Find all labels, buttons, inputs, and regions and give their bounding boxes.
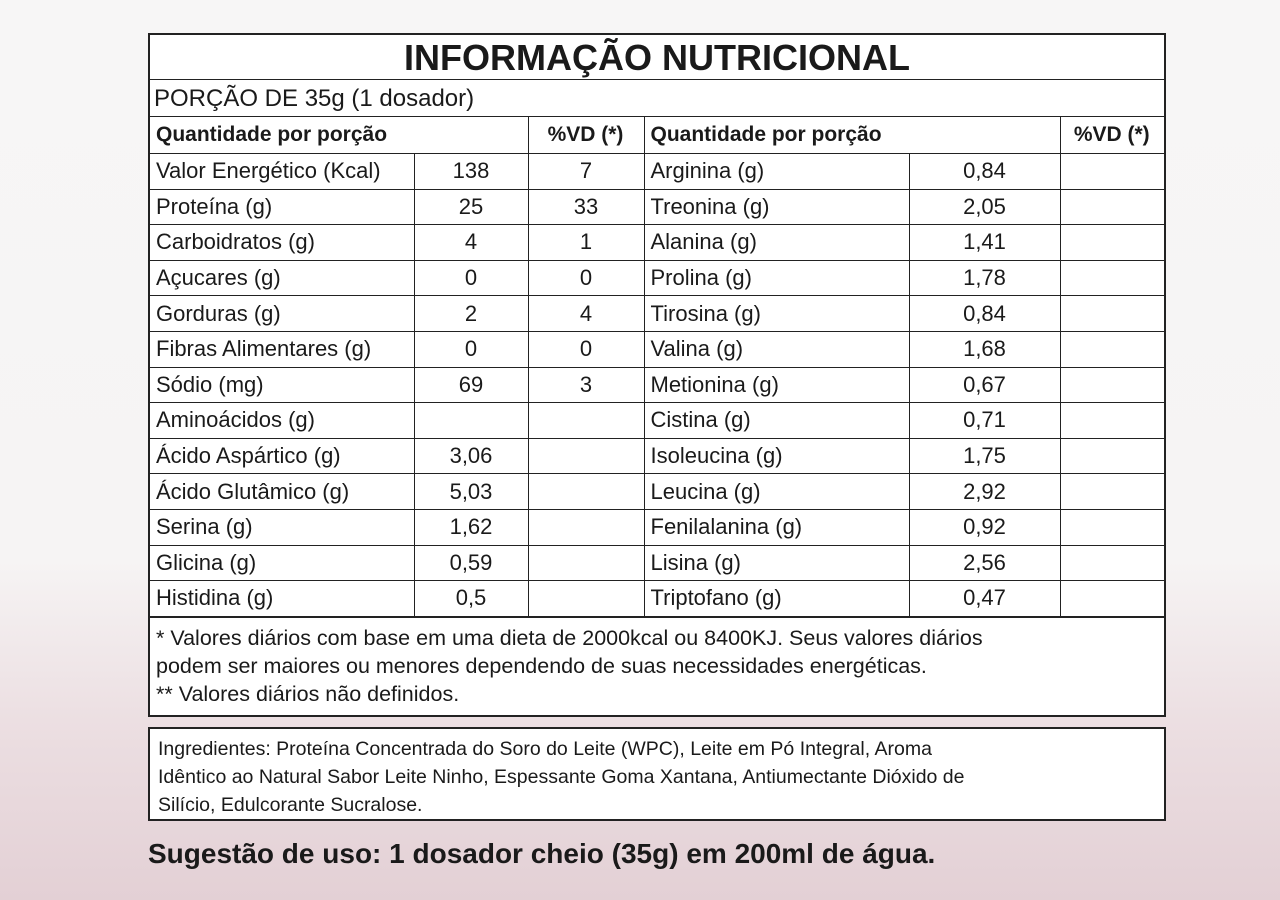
left-nutrient-name: Serina (g) (150, 509, 414, 545)
left-nutrient-value: 0,5 (414, 581, 528, 617)
left-nutrient-name: Ácido Glutâmico (g) (150, 474, 414, 510)
left-nutrient-name: Aminoácidos (g) (150, 403, 414, 439)
left-nutrient-name: Açucares (g) (150, 260, 414, 296)
usage-suggestion: Sugestão de uso: 1 dosador cheio (35g) em 200ml de água. (148, 838, 936, 869)
left-nutrient-vd: 0 (528, 331, 644, 367)
right-nutrient-name: Valina (g) (644, 331, 909, 367)
left-nutrient-value: 2 (414, 296, 528, 332)
right-nutrient-value: 2,92 (909, 474, 1060, 510)
right-nutrient-name: Metionina (g) (644, 367, 909, 403)
right-nutrient-vd (1060, 545, 1164, 581)
footnote-line: * Valores diários com base em uma dieta de 2000kcal ou 8400KJ. Seus valores diários (156, 625, 983, 650)
left-nutrient-value: 25 (414, 189, 528, 225)
right-nutrient-value: 2,05 (909, 189, 1060, 225)
header-left-vd: %VD (*) (528, 117, 644, 154)
left-nutrient-value: 3,06 (414, 438, 528, 474)
left-nutrient-name: Histidina (g) (150, 581, 414, 617)
right-nutrient-vd (1060, 403, 1164, 439)
left-nutrient-vd: 4 (528, 296, 644, 332)
table-row (150, 474, 1164, 510)
daily-values-footnote (150, 617, 1164, 715)
ingredients-box (148, 727, 1166, 821)
right-nutrient-value: 0,47 (909, 581, 1060, 617)
table-row (150, 403, 1164, 439)
left-nutrient-vd: 7 (528, 154, 644, 190)
right-nutrient-value: 0,71 (909, 403, 1060, 439)
right-nutrient-value: 1,68 (909, 331, 1060, 367)
left-nutrient-value: 0 (414, 331, 528, 367)
left-nutrient-name: Glicina (g) (150, 545, 414, 581)
right-nutrient-vd (1060, 331, 1164, 367)
left-nutrient-name: Valor Energético (Kcal) (150, 154, 414, 190)
right-nutrient-vd (1060, 509, 1164, 545)
left-nutrient-value: 4 (414, 225, 528, 261)
portion-size: PORÇÃO DE 35g (1 dosador) (150, 80, 1164, 117)
left-nutrient-vd (528, 403, 644, 439)
right-nutrient-name: Isoleucina (g) (644, 438, 909, 474)
right-nutrient-name: Treonina (g) (644, 189, 909, 225)
left-nutrient-value: 0 (414, 260, 528, 296)
left-nutrient-name: Ácido Aspártico (g) (150, 438, 414, 474)
right-nutrient-vd (1060, 367, 1164, 403)
right-nutrient-name: Prolina (g) (644, 260, 909, 296)
right-nutrient-value: 1,75 (909, 438, 1060, 474)
left-nutrient-vd: 1 (528, 225, 644, 261)
right-nutrient-name: Alanina (g) (644, 225, 909, 261)
right-nutrient-name: Cistina (g) (644, 403, 909, 439)
header-left-quantity: Quantidade por porção (150, 117, 528, 154)
left-nutrient-vd (528, 474, 644, 510)
table-row (150, 154, 1164, 190)
left-nutrient-value: 1,62 (414, 509, 528, 545)
left-nutrient-name: Fibras Alimentares (g) (150, 331, 414, 367)
left-nutrient-vd (528, 438, 644, 474)
right-nutrient-name: Arginina (g) (644, 154, 909, 190)
right-nutrient-name: Tirosina (g) (644, 296, 909, 332)
right-nutrient-vd (1060, 438, 1164, 474)
left-nutrient-vd: 0 (528, 260, 644, 296)
footnote-line: podem ser maiores ou menores dependendo de suas necessidades energéticas. (156, 653, 927, 678)
right-nutrient-value: 1,41 (909, 225, 1060, 261)
right-nutrient-name: Lisina (g) (644, 545, 909, 581)
right-nutrient-name: Fenilalanina (g) (644, 509, 909, 545)
header-right-quantity: Quantidade por porção (644, 117, 1060, 154)
left-nutrient-name: Gorduras (g) (150, 296, 414, 332)
right-nutrient-vd (1060, 225, 1164, 261)
left-nutrient-vd (528, 509, 644, 545)
table-row (150, 296, 1164, 332)
ingredients-line: Ingredientes: Proteína Concentrada do Soro do Leite (WPC), Leite em Pó Integral, Aroma (158, 738, 932, 760)
nutrition-table-body (150, 154, 1164, 617)
table-row (150, 438, 1164, 474)
right-nutrient-vd (1060, 260, 1164, 296)
right-nutrient-vd (1060, 189, 1164, 225)
header-right-vd: %VD (*) (1060, 117, 1164, 154)
ingredients-line: Idêntico ao Natural Sabor Leite Ninho, Espessante Goma Xantana, Antiumectante Dióxido de (158, 766, 965, 788)
left-nutrient-value: 138 (414, 154, 528, 190)
left-nutrient-vd: 33 (528, 189, 644, 225)
right-nutrient-vd (1060, 154, 1164, 190)
left-nutrient-name: Proteína (g) (150, 189, 414, 225)
left-nutrient-vd (528, 581, 644, 617)
table-header-row (150, 117, 1164, 154)
left-nutrient-name: Carboidratos (g) (150, 225, 414, 261)
right-nutrient-name: Triptofano (g) (644, 581, 909, 617)
nutrition-table (150, 117, 1164, 617)
right-nutrient-vd (1060, 474, 1164, 510)
right-nutrient-value: 0,84 (909, 154, 1060, 190)
nutrition-facts-label (148, 33, 1166, 717)
left-nutrient-value (414, 403, 528, 439)
right-nutrient-value: 0,92 (909, 509, 1060, 545)
right-nutrient-value: 1,78 (909, 260, 1060, 296)
left-nutrient-name: Sódio (mg) (150, 367, 414, 403)
table-row (150, 189, 1164, 225)
footnote-line: ** Valores diários não definidos. (156, 681, 460, 706)
right-nutrient-vd (1060, 581, 1164, 617)
left-nutrient-value: 69 (414, 367, 528, 403)
left-nutrient-vd (528, 545, 644, 581)
right-nutrient-value: 0,84 (909, 296, 1060, 332)
table-row (150, 545, 1164, 581)
right-nutrient-value: 0,67 (909, 367, 1060, 403)
left-nutrient-value: 5,03 (414, 474, 528, 510)
table-row (150, 260, 1164, 296)
right-nutrient-value: 2,56 (909, 545, 1060, 581)
right-nutrient-vd (1060, 296, 1164, 332)
table-row (150, 225, 1164, 261)
table-row (150, 367, 1164, 403)
label-title: INFORMAÇÃO NUTRICIONAL (150, 35, 1164, 80)
table-row (150, 331, 1164, 367)
left-nutrient-value: 0,59 (414, 545, 528, 581)
table-row (150, 581, 1164, 617)
right-nutrient-name: Leucina (g) (644, 474, 909, 510)
table-row (150, 509, 1164, 545)
ingredients-line: Silício, Edulcorante Sucralose. (158, 794, 423, 816)
left-nutrient-vd: 3 (528, 367, 644, 403)
